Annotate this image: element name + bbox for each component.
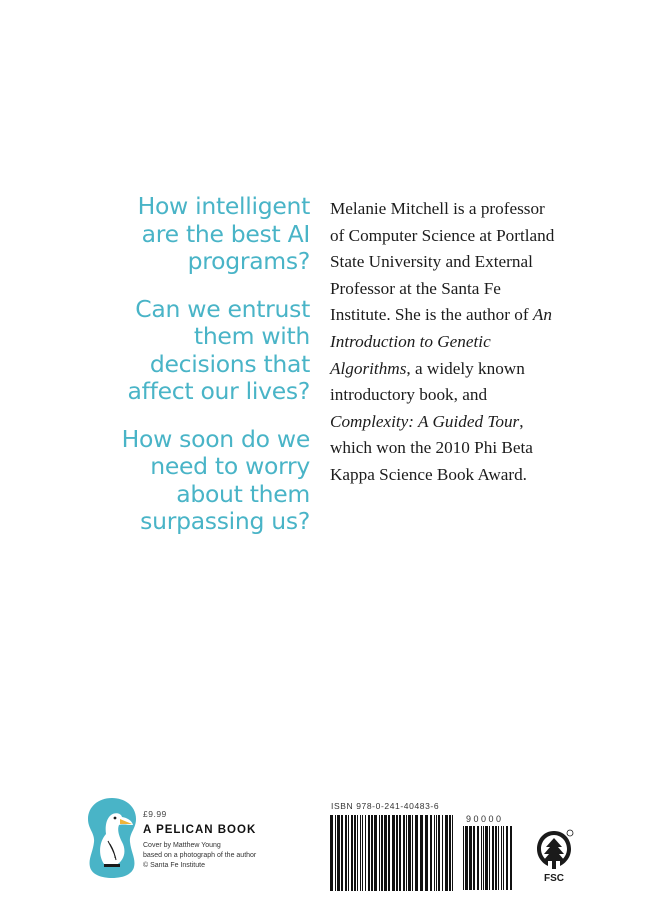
isbn-barcode xyxy=(330,815,455,891)
credit-photo: based on a photograph of the author xyxy=(143,852,257,859)
barcode-bar xyxy=(436,815,437,891)
barcode-bar xyxy=(381,815,383,891)
barcode-bar xyxy=(354,815,356,891)
barcode-bar xyxy=(506,826,508,890)
barcode-bar xyxy=(330,815,333,891)
barcode-bar xyxy=(510,826,512,890)
barcode-bar xyxy=(452,815,453,891)
barcode-bar xyxy=(465,826,468,890)
credit-copyright: © Santa Fe Institute xyxy=(143,862,205,869)
barcode-bar xyxy=(360,815,361,891)
barcode-bar xyxy=(335,815,336,891)
barcode-bar xyxy=(384,815,387,891)
question-3-line-3: about them xyxy=(176,479,310,508)
barcode-bar xyxy=(403,815,405,891)
barcode-bar xyxy=(371,815,373,891)
question-2-line-4: affect our lives? xyxy=(127,377,310,405)
barcode-bar xyxy=(406,815,407,891)
barcode-bar xyxy=(368,815,370,891)
barcode-bar xyxy=(483,826,484,890)
barcode-bar xyxy=(348,815,349,891)
bio-outro: , which won the 2010 Phi Beta Kappa Science Book Award. xyxy=(330,411,533,484)
barcode-bar xyxy=(463,826,464,890)
credit-cover: Cover by Matthew Young xyxy=(143,842,221,849)
question-1 xyxy=(100,193,310,276)
question-3 xyxy=(100,426,310,536)
bio-intro: Melanie Mitchell is a professor of Computer Science at Portland State University and External Professor at the Santa Fe Institute. She is the author of xyxy=(330,199,555,325)
fsc-label: FSC xyxy=(544,873,564,884)
barcode-bar xyxy=(415,815,418,891)
question-2-line-2: them with xyxy=(193,322,310,350)
barcode-bar xyxy=(495,826,497,890)
addon-price-code: 90000 xyxy=(466,814,504,824)
barcode-bar xyxy=(489,826,490,890)
barcode-bar xyxy=(362,815,363,891)
question-3-line-1: How soon do we xyxy=(121,424,310,453)
barcode-bar xyxy=(365,815,366,891)
barcode-bar xyxy=(503,826,504,890)
series-imprint: A PELICAN BOOK xyxy=(143,824,257,836)
barcode-bar xyxy=(388,815,390,891)
barcode-bar xyxy=(412,815,413,891)
bio-middle: , a widely known introductory book, and xyxy=(330,358,525,405)
barcode-bar xyxy=(345,815,347,891)
price-label: £9.99 xyxy=(143,809,167,819)
question-1-line-3: programs? xyxy=(187,247,310,275)
barcode-bar xyxy=(469,826,472,890)
barcode-bar xyxy=(357,815,358,891)
bio-book-title-1: An Introduction to Genetic Algorithms xyxy=(330,305,552,378)
barcode-bar xyxy=(449,815,451,891)
barcode-bar xyxy=(420,815,423,891)
barcode-bar xyxy=(374,815,377,891)
barcode-bar xyxy=(392,815,395,891)
barcode-bar xyxy=(341,815,343,891)
question-2-line-3: decisions that xyxy=(149,349,310,378)
barcode-bar xyxy=(337,815,340,891)
barcode-bar xyxy=(351,815,353,891)
question-1-line-2: are the best AI xyxy=(141,219,310,248)
author-bio xyxy=(330,196,560,489)
barcode-bar xyxy=(396,815,398,891)
question-3-line-4: surpassing us? xyxy=(140,507,310,535)
barcode-bar xyxy=(425,815,428,891)
barcode-bar xyxy=(434,815,435,891)
barcode-bar xyxy=(501,826,502,890)
barcode-bar xyxy=(498,826,499,890)
question-2 xyxy=(100,296,310,406)
question-1-line-1: How intelligent xyxy=(137,192,310,220)
barcode-bar xyxy=(485,826,488,890)
cover-credits xyxy=(143,841,256,871)
barcode-bar xyxy=(481,826,482,890)
bio-book-title-2: Complexity: A Guided Tour xyxy=(330,411,520,431)
barcode-bar xyxy=(379,815,380,891)
barcode-bar xyxy=(492,826,494,890)
barcode-bar xyxy=(438,815,440,891)
barcode-bar xyxy=(430,815,432,891)
barcode-bar xyxy=(473,826,475,890)
isbn-label: ISBN 978-0-241-40483-6 xyxy=(331,801,440,811)
question-2-line-1: Can we entrust xyxy=(135,294,310,323)
fsc-tree-icon xyxy=(534,827,574,885)
price-addon-barcode xyxy=(463,826,513,890)
barcode-bar xyxy=(477,826,479,890)
barcode-bar xyxy=(442,815,443,891)
question-block xyxy=(100,193,310,556)
barcode-bar xyxy=(399,815,401,891)
barcode-bar xyxy=(445,815,448,891)
barcode-bar xyxy=(408,815,411,891)
pelican-icon xyxy=(86,797,138,879)
question-3-line-2: need to worry xyxy=(150,452,310,480)
